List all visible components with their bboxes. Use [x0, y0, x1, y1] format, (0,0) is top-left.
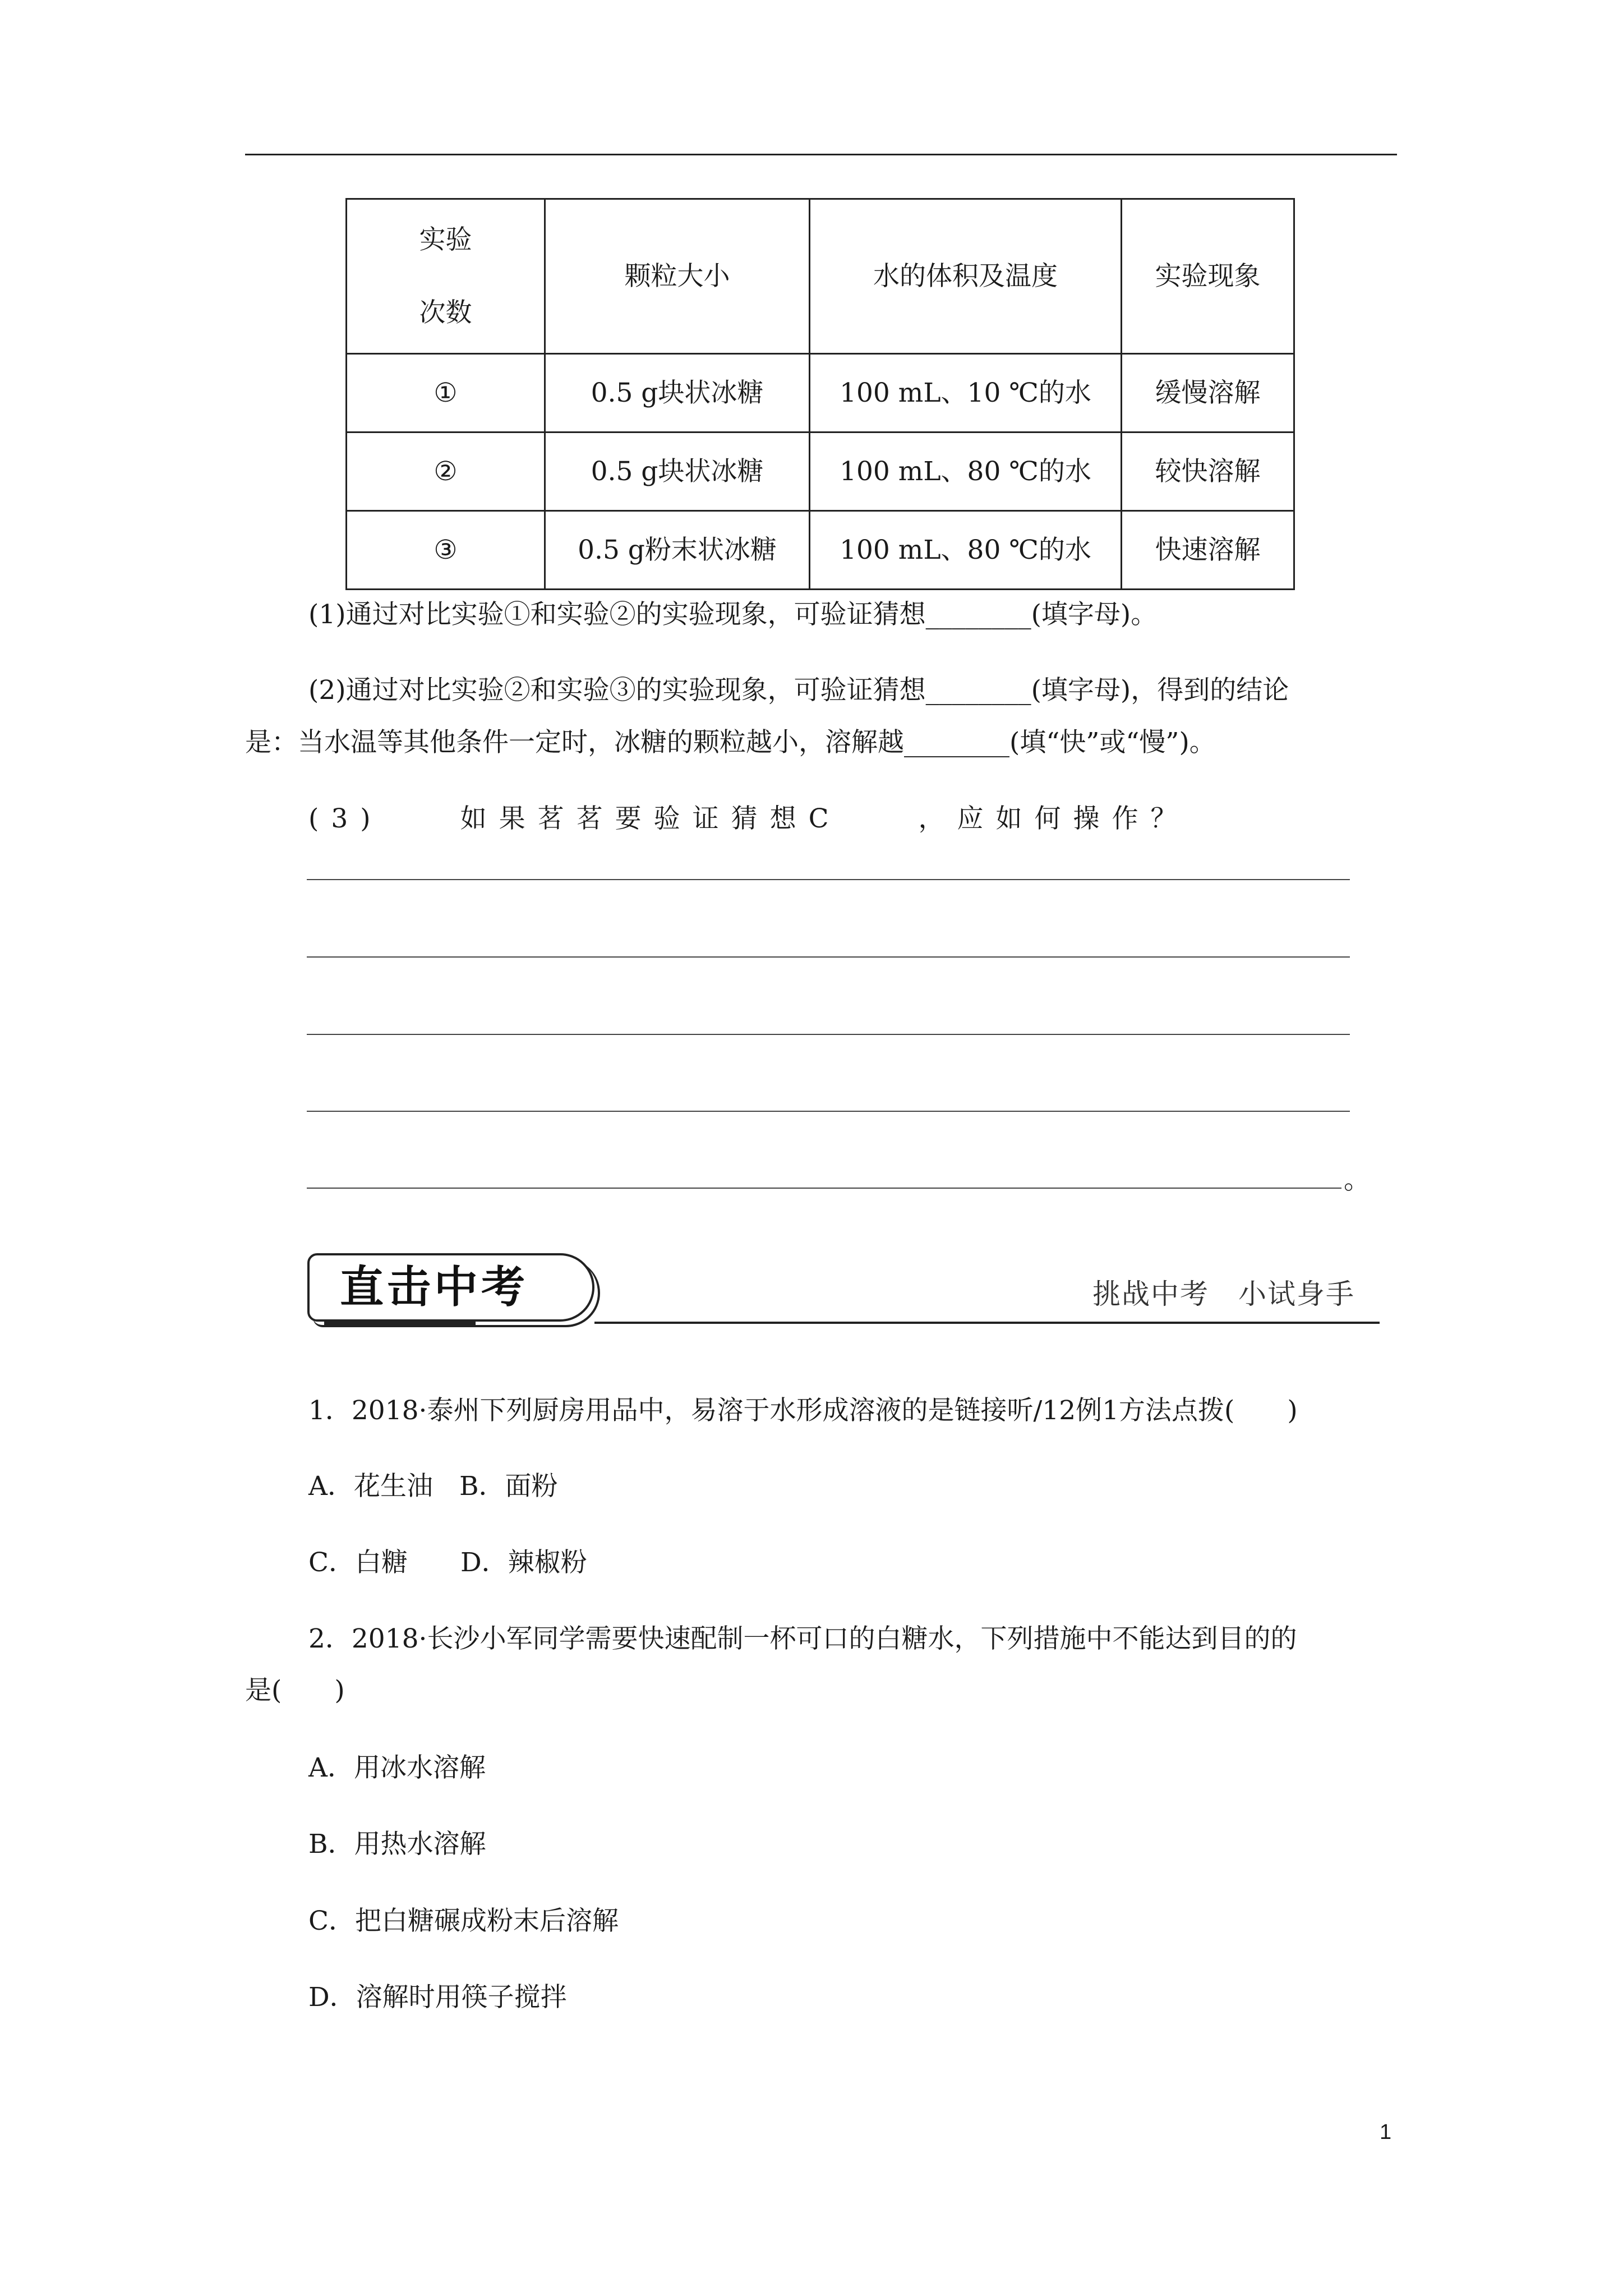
answer-line — [307, 956, 1350, 958]
banner-underline — [594, 1322, 1380, 1324]
table-row — [347, 511, 1294, 590]
header-cell-particle: 颗粒大小 — [545, 199, 810, 354]
table-cell: ③ — [347, 511, 545, 590]
question-1: (1)通过对比实验①和实验②的实验现象，可验证猜想________(填字母)。 — [308, 599, 1158, 630]
answer-line — [307, 1188, 1341, 1189]
table-cell: 缓慢溶解 — [1122, 354, 1294, 432]
table-cell: 100 mL、10 ℃的水 — [810, 354, 1122, 432]
question-3: (3) 如果茗茗要验证猜想C ，应如何操作？ — [308, 803, 1189, 834]
table-cell: ② — [347, 432, 545, 511]
exam-question-2-line-2: 是( ) — [245, 1675, 345, 1706]
exam-q1-options-cd: C．白糖 D．辣椒粉 — [308, 1547, 587, 1578]
table-cell: 快速溶解 — [1122, 511, 1294, 590]
header-cell-trial — [347, 199, 545, 354]
table-header-row — [347, 199, 1294, 354]
question-2-line-2: 是：当水温等其他条件一定时，冰糖的颗粒越小，溶解越________(填“快”或“慢”)。 — [245, 727, 1216, 758]
banner-title: 直击中考 — [340, 1262, 529, 1313]
exam-q2-option-b: B．用热水溶解 — [308, 1829, 486, 1860]
exam-q2-option-d: D．溶解时用筷子搅拌 — [308, 1982, 567, 2013]
experiment-table — [345, 198, 1295, 590]
table-cell: 较快溶解 — [1122, 432, 1294, 511]
exam-question-2-line-1: 2．2018·长沙小军同学需要快速配制一杯可口的白糖水，下列措施中不能达到目的的 — [308, 1623, 1297, 1654]
table-cell: 100 mL、80 ℃的水 — [810, 432, 1122, 511]
exam-q2-option-c: C．把白糖碾成粉末后溶解 — [308, 1906, 619, 1936]
banner-subtitle: 挑战中考 小试身手 — [1092, 1278, 1355, 1310]
answer-end-mark: 。 — [1344, 1165, 1370, 1195]
exam-q1-options-ab: A．花生油 B．面粉 — [308, 1471, 558, 1502]
header-trial-line1: 实验 — [419, 224, 472, 255]
header-cell-water: 水的体积及温度 — [810, 199, 1122, 354]
answer-line — [307, 1034, 1350, 1035]
header-rule — [245, 154, 1397, 155]
exam-question-1: 1．2018·泰州下列厨房用品中，易溶于水形成溶液的是链接听/12例1方法点拨( ) — [308, 1395, 1298, 1426]
section-banner — [307, 1253, 1380, 1326]
page-number: 1 — [1380, 2120, 1392, 2144]
exam-q2-option-a: A．用冰水溶解 — [308, 1752, 486, 1783]
header-trial-line2: 次数 — [419, 297, 472, 328]
table-cell: 0.5 g粉末状冰糖 — [545, 511, 810, 590]
table-cell: 0.5 g块状冰糖 — [545, 354, 810, 432]
answer-line — [307, 879, 1350, 880]
table-row — [347, 432, 1294, 511]
table-cell: 0.5 g块状冰糖 — [545, 432, 810, 511]
header-cell-phenomenon: 实验现象 — [1122, 199, 1294, 354]
answer-line — [307, 1111, 1350, 1112]
question-2-line-1: (2)通过对比实验②和实验③的实验现象，可验证猜想________(填字母)，得到的结论 — [308, 675, 1289, 706]
table-cell: 100 mL、80 ℃的水 — [810, 511, 1122, 590]
table-row — [347, 354, 1294, 432]
table-cell: ① — [347, 354, 545, 432]
banner-accent-bar — [324, 1322, 476, 1326]
